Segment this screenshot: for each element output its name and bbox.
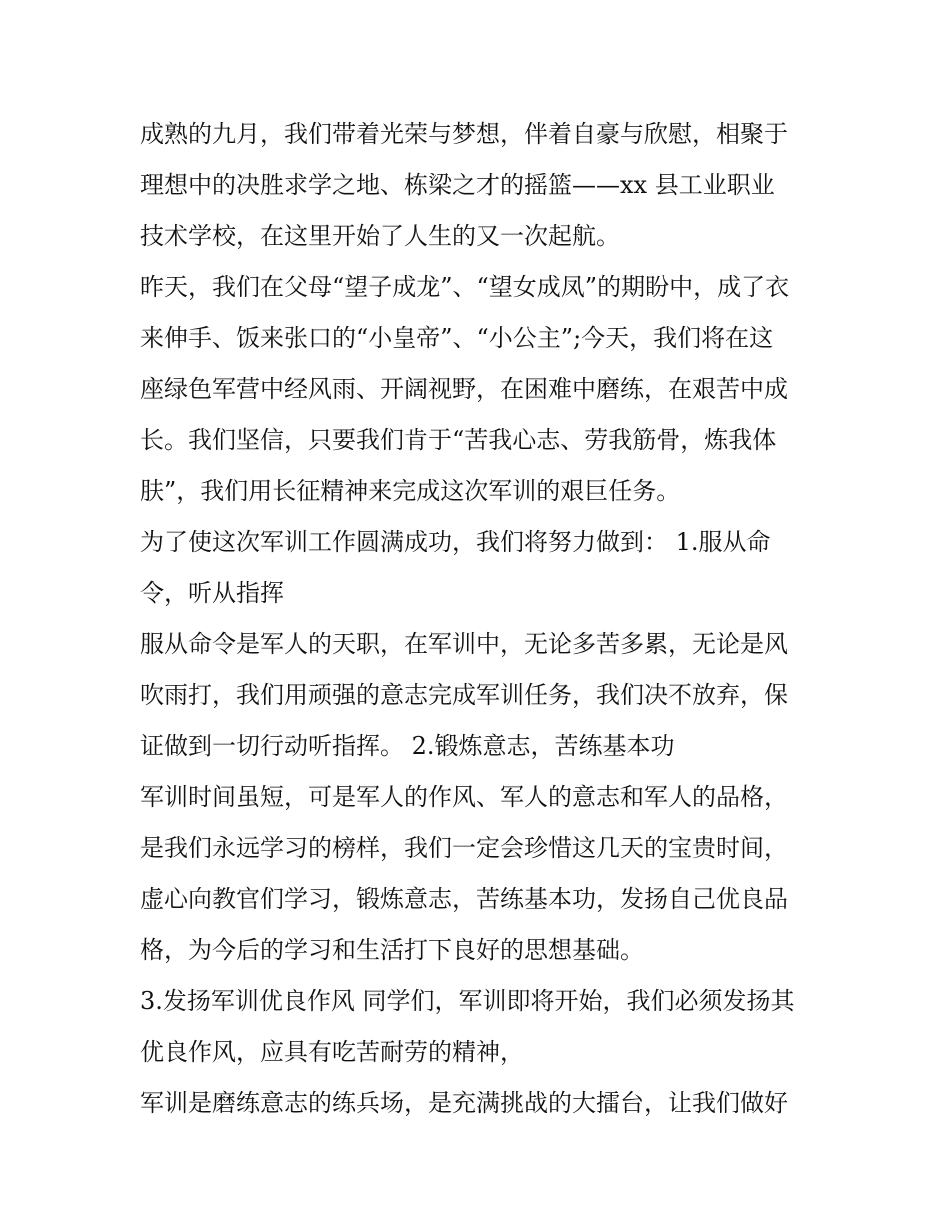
text-line: 优良作风，应具有吃苦耐劳的精神， xyxy=(140,1038,524,1066)
text-line: 军训是磨练意志的练兵场，是充满挑战的大擂台，让我们做好 xyxy=(140,1089,788,1117)
text-line: 3.发扬军训优良作风 同学们，军训即将开始，我们必须发扬其 xyxy=(140,987,795,1015)
text-line: 来伸手、饭来张口的“小皇帝”、“小公主”;今天，我们将在这 xyxy=(140,324,774,352)
text-line: 吹雨打，我们用顽强的意志完成军训任务，我们决不放弃，保 xyxy=(140,681,788,709)
text-line: 是我们永远学习的榜样，我们一定会珍惜这几天的宝贵时间， xyxy=(140,834,788,862)
text-line: 成熟的九月，我们带着光荣与梦想，伴着自豪与欣慰，相聚于 xyxy=(140,120,788,148)
text-line: 理想中的决胜求学之地、栋梁之才的摇篮——xx 县工业职业 xyxy=(140,171,775,199)
text-line: 为了使这次军训工作圆满成功，我们将努力做到： 1.服从命 xyxy=(140,528,771,556)
text-line: 军训时间虽短，可是军人的作风、军人的意志和军人的品格， xyxy=(140,783,788,811)
text-line: 技术学校，在这里开始了人生的又一次起航。 xyxy=(140,222,620,250)
text-line: 格，为今后的学习和生活打下良好的思想基础。 xyxy=(140,936,644,964)
document-body xyxy=(140,109,815,1129)
text-line: 昨天，我们在父母“望子成龙”、“望女成凤”的期盼中，成了衣 xyxy=(140,273,790,301)
text-line: 令，听从指挥 xyxy=(140,579,284,607)
text-line: 长。我们坚信，只要我们肯于“苦我心志、劳我筋骨，炼我体 xyxy=(140,426,777,454)
text-line: 座绿色军营中经风雨、开阔视野，在困难中磨练，在艰苦中成 xyxy=(140,375,788,403)
text-line: 虚心向教官们学习，锻炼意志，苦练基本功，发扬自己优良品 xyxy=(140,885,788,913)
text-line: 服从命令是军人的天职，在军训中，无论多苦多累，无论是风 xyxy=(140,630,788,658)
text-line: 肤”，我们用长征精神来完成这次军训的艰巨任务。 xyxy=(140,477,681,505)
text-line: 证做到一切行动听指挥。 2.锻炼意志，苦练基本功 xyxy=(140,732,675,760)
